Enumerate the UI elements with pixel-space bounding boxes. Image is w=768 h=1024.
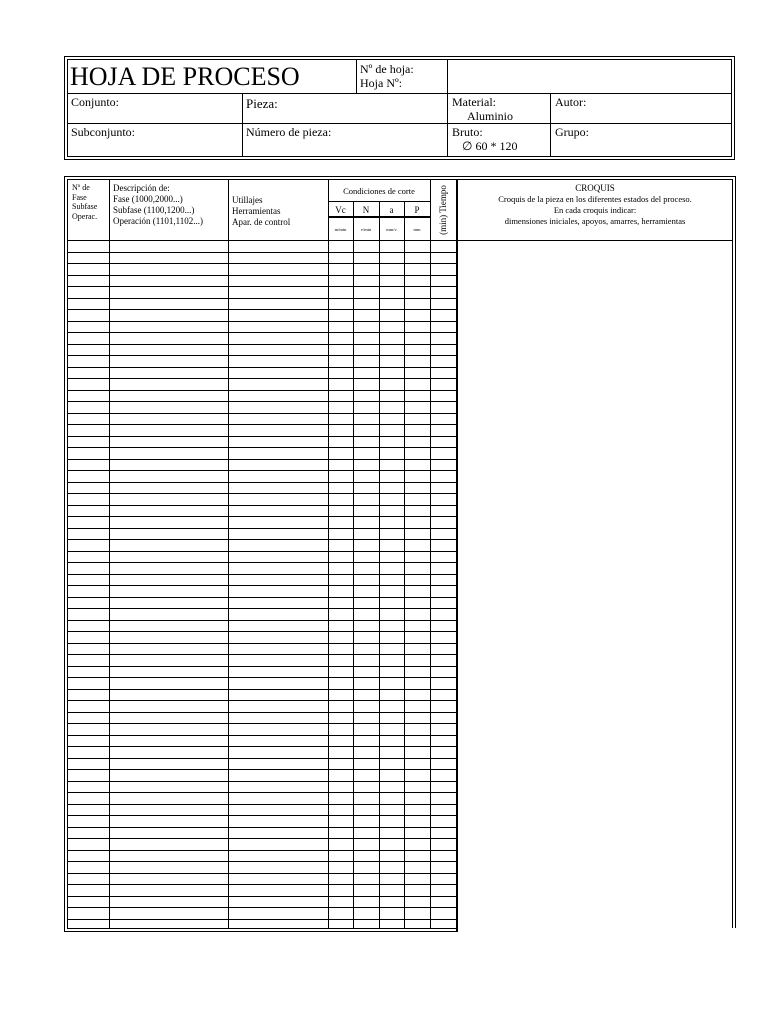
table-row <box>67 758 456 759</box>
numero-pieza-label: Número de pieza: <box>246 125 332 139</box>
table-row <box>67 447 456 448</box>
table-row <box>67 838 456 839</box>
table-row <box>67 413 456 414</box>
table-row <box>67 482 456 483</box>
table-row <box>67 781 456 782</box>
table-row <box>67 850 456 851</box>
table-row <box>67 608 456 609</box>
table-row <box>67 620 456 621</box>
croquis-title: CROQUIS <box>575 183 615 193</box>
unit-vc: m/min <box>334 227 347 232</box>
table-row <box>67 401 456 402</box>
table-row <box>67 263 456 264</box>
table-row <box>67 539 456 540</box>
table-row <box>67 792 456 793</box>
conjunto-label: Conjunto: <box>71 95 120 109</box>
table-row <box>67 631 456 632</box>
table-row <box>67 493 456 494</box>
table-row <box>67 873 456 874</box>
bruto-label: Bruto: <box>452 125 483 139</box>
col-header-fase: Nº de Fase Subfase Operac. <box>72 183 98 221</box>
table-row <box>67 643 456 644</box>
table-row <box>67 551 456 552</box>
subconjunto-label: Subconjunto: <box>71 125 136 139</box>
table-row <box>67 700 456 701</box>
table-row <box>67 424 456 425</box>
material-value: Aluminio <box>467 109 514 123</box>
col-header-tiempo: (min) Tiempo <box>438 185 448 235</box>
table-row <box>67 378 456 379</box>
col-header-condiciones: Condiciones de corte <box>343 186 415 196</box>
table-row <box>67 505 456 506</box>
col-header-a: a <box>389 205 394 215</box>
col-header-vc: Vc <box>335 205 346 215</box>
table-row <box>67 861 456 862</box>
table-row <box>67 562 456 563</box>
table-row <box>67 574 456 575</box>
table-row <box>67 919 456 920</box>
table-row <box>67 884 456 885</box>
table-row <box>67 367 456 368</box>
table-row <box>67 252 456 253</box>
table-row <box>67 436 456 437</box>
material-label: Material: <box>452 95 496 109</box>
table-row <box>67 597 456 598</box>
table-row <box>67 298 456 299</box>
croquis-instructions: Croquis de la pieza en los diferentes estados del proceso. En cada croquis indicar: dimensiones iniciales, apoyos, amarres, herramientas <box>498 194 692 226</box>
table-row <box>67 723 456 724</box>
table-row <box>67 677 456 678</box>
table-row <box>67 585 456 586</box>
col-header-n: N <box>362 205 370 215</box>
table-row <box>67 390 456 391</box>
table-row <box>67 321 456 322</box>
table-row <box>67 654 456 655</box>
table-row <box>67 275 456 276</box>
pieza-label: Pieza: <box>246 96 278 111</box>
unit-p: mm <box>413 227 421 232</box>
autor-label: Autor: <box>555 95 587 109</box>
table-row <box>67 470 456 471</box>
table-row <box>67 712 456 713</box>
table-row <box>67 827 456 828</box>
table-row <box>67 815 456 816</box>
sheet-label: Hoja Nº: <box>360 76 403 90</box>
table-row <box>67 309 456 310</box>
unit-a: mm/v <box>386 227 397 232</box>
table-row <box>67 769 456 770</box>
col-header-p: P <box>414 205 420 215</box>
table-row <box>67 689 456 690</box>
grupo-label: Grupo: <box>555 125 589 139</box>
table-row <box>67 746 456 747</box>
table-row <box>67 355 456 356</box>
table-row <box>67 907 456 908</box>
table-row <box>67 516 456 517</box>
table-row <box>67 344 456 345</box>
page-title: HOJA DE PROCESO <box>70 62 300 91</box>
table-row <box>67 666 456 667</box>
col-header-utillajes: Utillajes Herramientas Apar. de control <box>232 195 291 227</box>
unit-n: v/min <box>360 227 372 232</box>
table-row <box>67 332 456 333</box>
table-row <box>67 896 456 897</box>
table-row <box>67 286 456 287</box>
table-row <box>67 528 456 529</box>
table-row <box>67 804 456 805</box>
sheet-number-label: Nº de hoja: <box>360 62 414 76</box>
table-row <box>67 735 456 736</box>
col-header-descripcion: Descripción de: Fase (1000,2000...) Subfase (1100,1200...) Operación (1101,1102...) <box>113 183 204 226</box>
bruto-value: ∅ 60 * 120 <box>462 139 518 153</box>
table-row <box>67 459 456 460</box>
